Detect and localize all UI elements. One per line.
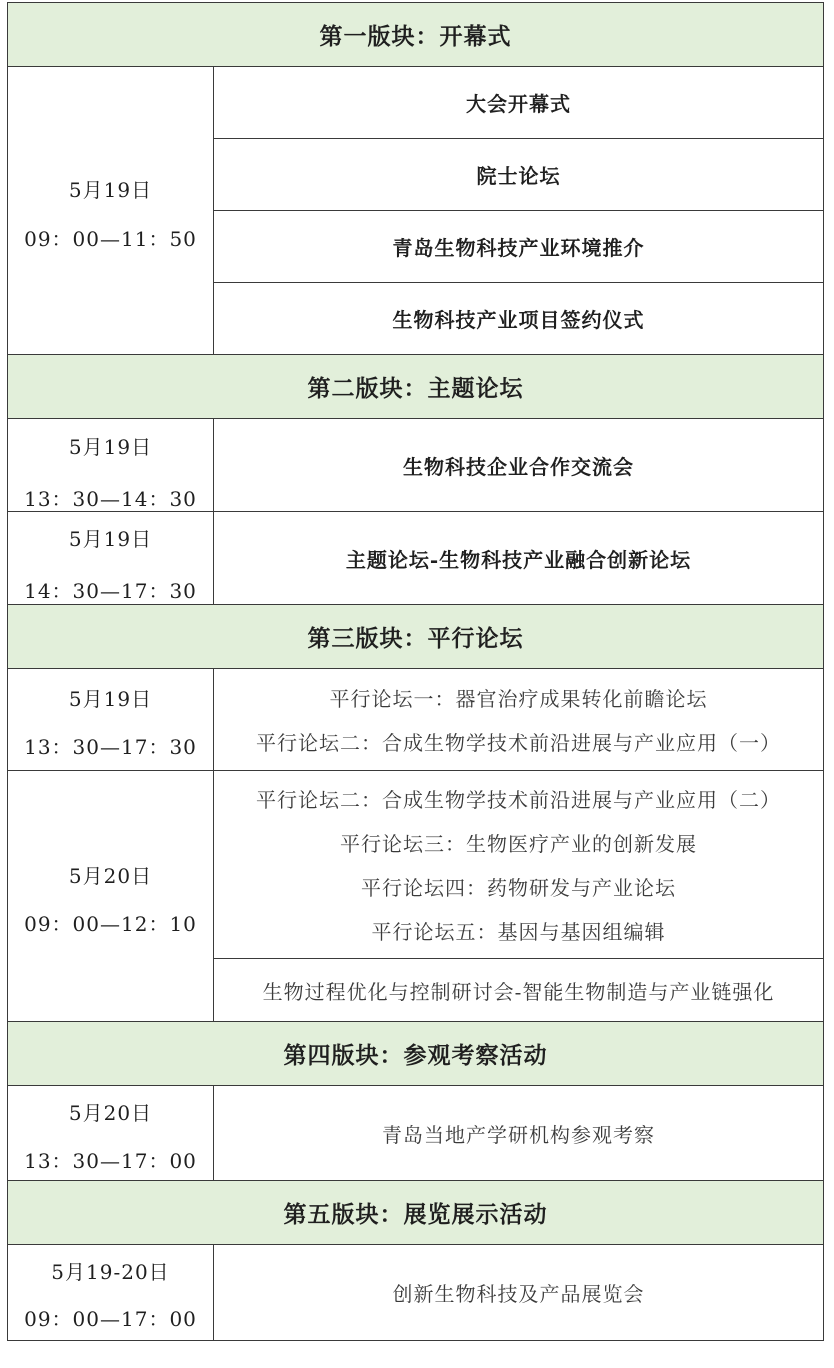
event-cell: 生物过程优化与控制研讨会-智能生物制造与产业链强化 — [262, 979, 775, 1004]
date-label: 5月19日 — [68, 178, 153, 202]
event-line: 平行论坛二：合成生物学技术前沿进展与产业应用（一） — [256, 731, 781, 756]
event-cell: 生物科技产业项目签约仪式 — [392, 308, 645, 332]
time-cell — [8, 1086, 214, 1180]
event-line: 平行论坛三：生物医疗产业的创新发展 — [340, 832, 697, 857]
schedule-row — [7, 1245, 824, 1341]
event-column — [214, 67, 823, 354]
event-line: 平行论坛五：基因与基因组编辑 — [371, 919, 666, 944]
time-label: 13：30—14：30 — [24, 487, 197, 511]
time-label: 09：00—17：00 — [24, 1307, 197, 1331]
event-cell: 院士论坛 — [214, 139, 823, 211]
event-cell: 生物科技企业合作交流会 — [403, 454, 634, 479]
event-cell: 主题论坛-生物科技产业融合创新论坛 — [345, 547, 692, 572]
event-cell — [214, 669, 823, 770]
section-title: 第三版块：平行论坛 — [307, 625, 524, 652]
date-label: 5月19日 — [68, 687, 153, 711]
time-cell — [8, 669, 214, 770]
event-cell: 创新生物科技及产品展览会 — [392, 1282, 645, 1306]
time-cell — [8, 512, 214, 604]
event-column — [214, 419, 823, 511]
section-title: 第一版块：开幕式 — [319, 23, 512, 50]
time-cell — [8, 419, 214, 511]
event-cell: 大会开幕式 — [214, 67, 823, 139]
event-column — [214, 771, 823, 1021]
section-header — [7, 355, 824, 419]
schedule-row — [7, 669, 824, 771]
schedule-row — [7, 512, 824, 605]
date-label: 5月20日 — [68, 864, 153, 888]
event-cell — [214, 771, 823, 959]
event-line: 平行论坛二：合成生物学技术前沿进展与产业应用（二） — [256, 788, 781, 813]
date-label: 5月19日 — [68, 435, 153, 459]
time-label: 09：00—11：50 — [24, 227, 197, 251]
date-label: 5月19-20日 — [51, 1260, 170, 1284]
date-label: 5月19日 — [68, 527, 153, 551]
event-cell: 青岛当地产学研机构参观考察 — [382, 1122, 655, 1147]
time-label: 09：00—12：10 — [24, 912, 197, 936]
time-label: 13：30—17：30 — [24, 735, 197, 759]
time-cell — [8, 67, 214, 354]
section-header — [7, 1181, 824, 1245]
event-column — [214, 1086, 823, 1180]
event-line: 平行论坛四：药物研发与产业论坛 — [361, 875, 676, 900]
section-header — [7, 2, 824, 67]
schedule-row — [7, 1086, 824, 1181]
date-label: 5月20日 — [68, 1101, 153, 1125]
time-label: 13：30—17：00 — [24, 1149, 197, 1173]
schedule-row — [7, 771, 824, 1022]
time-cell — [8, 771, 214, 1021]
schedule-row — [7, 67, 824, 355]
event-column — [214, 512, 823, 604]
section-title: 第四版块：参观考察活动 — [283, 1042, 548, 1069]
schedule-row — [7, 419, 824, 512]
section-header — [7, 605, 824, 669]
time-cell — [8, 1245, 214, 1340]
event-cell: 青岛生物科技产业环境推介 — [214, 211, 823, 283]
time-label: 14：30—17：30 — [24, 579, 197, 603]
event-column — [214, 669, 823, 770]
section-header — [7, 1022, 824, 1086]
section-title: 第五版块：展览展示活动 — [283, 1201, 548, 1228]
event-line: 平行论坛一：器官治疗成果转化前瞻论坛 — [329, 686, 708, 711]
section-title: 第二版块：主题论坛 — [307, 375, 524, 402]
event-column — [214, 1245, 823, 1340]
